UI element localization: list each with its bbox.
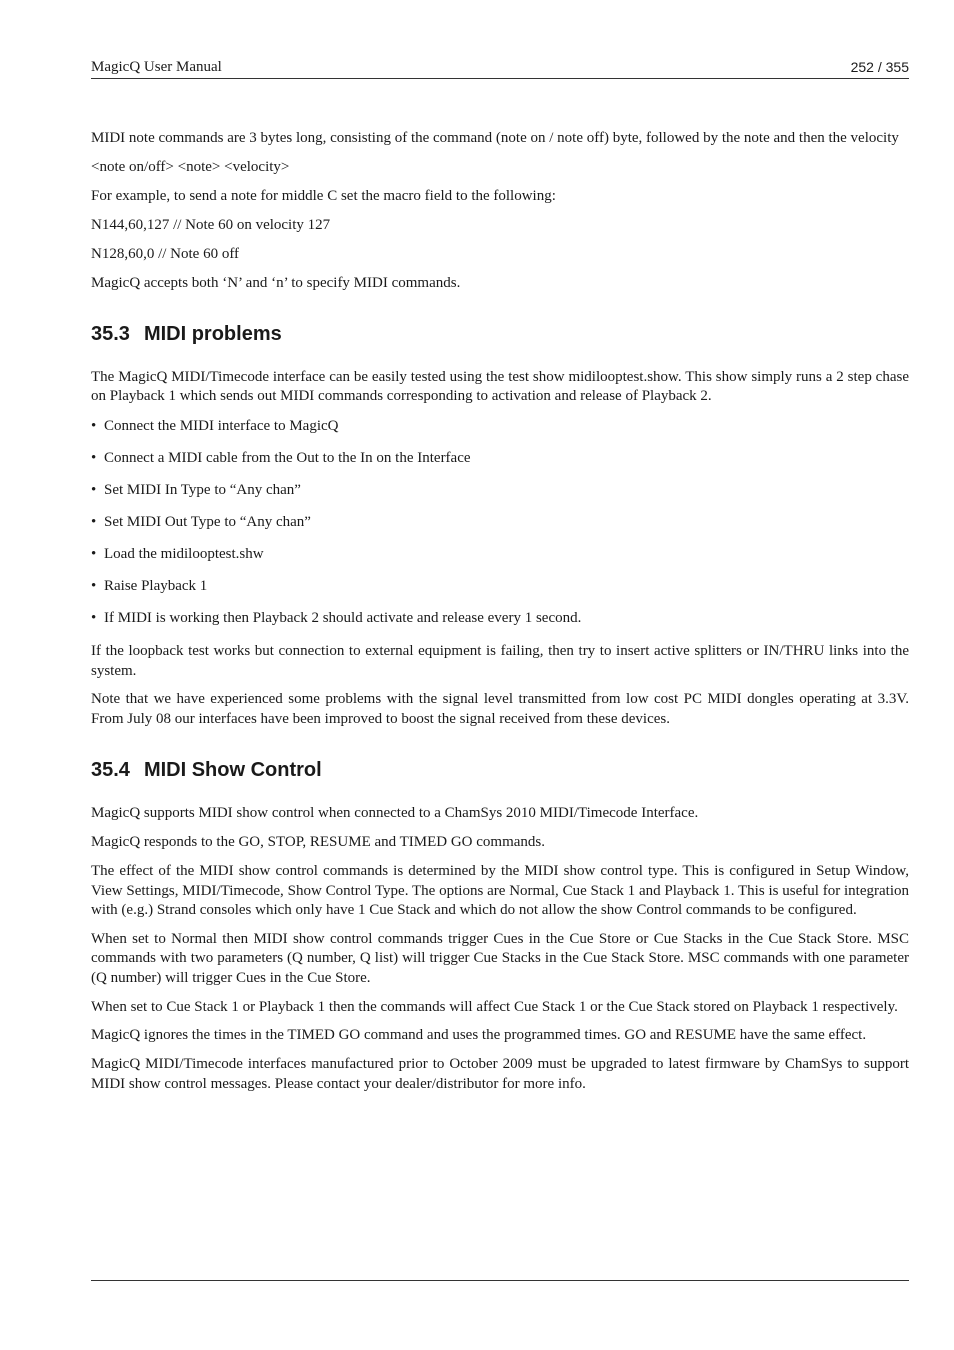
section-number: 35.3	[91, 322, 130, 345]
list-item: • Set MIDI Out Type to “Any chan”	[91, 513, 909, 532]
list-item: • If MIDI is working then Playback 2 should activate and release every 1 second.	[91, 609, 909, 628]
footer-divider	[91, 1280, 909, 1281]
page-number: 252 / 355	[850, 59, 909, 75]
list-item: • Load the midilooptest.shw	[91, 545, 909, 564]
section-title: MIDI problems	[143, 322, 282, 345]
paragraph: MagicQ MIDI/Timecode interfaces manufactured prior to October 2009 must be upgraded to latest firmware by ChamSys to support MIDI show control messages. Please contact your dealer/distributor for more info.	[91, 1056, 909, 1092]
paragraph: MagicQ ignores the times in the TIMED GO command and uses the programmed times. GO and RESUME have the same effect.	[91, 1027, 867, 1044]
paragraph: For example, to send a note for middle C set the macro field to the following:	[91, 187, 556, 204]
page-header	[91, 58, 909, 79]
list-item: • Connect a MIDI cable from the Out to the In on the Interface	[91, 449, 909, 468]
list-item: • Set MIDI In Type to “Any chan”	[91, 481, 909, 500]
section-heading-midi-show-control	[91, 758, 909, 782]
paragraph: MIDI note commands are 3 bytes long, consisting of the command (note on / note off) byte, followed by the note and then the velocity	[91, 130, 899, 146]
list-item: • Raise Playback 1	[91, 577, 909, 596]
paragraph: <note on/off> <note> <velocity>	[91, 158, 290, 175]
paragraph: Note that we have experienced some problems with the signal level transmitted from low cost PC MIDI dongles operating at 3.3V. From July 08 our interfaces have been improved to boost the signal received from these devices.	[91, 691, 909, 727]
paragraph: MagicQ accepts both ‘N’ and ‘n’ to specify MIDI commands.	[91, 274, 461, 291]
section-number: 35.4	[91, 759, 130, 782]
paragraph: The effect of the MIDI show control commands is determined by the MIDI show control type. This is configured in Setup Window, View Settings, MIDI/Timecode, Show Control Type. The options are Normal, Cue Stack 1 and Playback 1. This is useful for integration with (e.g.) Strand consoles which only have 1 Cue Stack and which do not allow the show Control commands to be configured.	[91, 863, 909, 918]
section-heading-midi-problems	[91, 322, 909, 346]
paragraph: The MagicQ MIDI/Timecode interface can be easily tested using the test show midilooptest.show. This show simply runs a 2 step chase on Playback 1 which sends out MIDI commands corresponding to activation and release of Playback 2.	[91, 368, 909, 405]
paragraph: When set to Cue Stack 1 or Playback 1 then the commands will affect Cue Stack 1 or the Cue Stack stored on Playback 1 respectively.	[91, 998, 898, 1015]
bullet-list	[91, 417, 909, 628]
section-title: MIDI Show Control	[143, 759, 322, 782]
page-content	[91, 129, 909, 1104]
paragraph: MagicQ supports MIDI show control when connected to a ChamSys 2010 MIDI/Timecode Interface.	[91, 805, 699, 822]
paragraph: If the loopback test works but connection to external equipment is failing, then try to insert active splitters or IN/THRU links into the system.	[91, 643, 909, 679]
paragraph: N128,60,0 // Note 60 off	[91, 245, 240, 262]
paragraph: MagicQ responds to the GO, STOP, RESUME and TIMED GO commands.	[91, 834, 546, 851]
manual-title: MagicQ User Manual	[91, 59, 222, 75]
paragraph: When set to Normal then MIDI show control commands trigger Cues in the Cue Store or Cue Stacks in the Cue Stack Store. MSC commands with two parameters (Q number, Q list) will trigger Cue Stacks in the Cue Stack Store. MSC commands with one parameter (Q number) will trigger Cues in the Cue Store.	[91, 930, 909, 986]
paragraph: N144,60,127 // Note 60 on velocity 127	[91, 216, 331, 233]
list-item: • Connect the MIDI interface to MagicQ	[91, 417, 909, 436]
